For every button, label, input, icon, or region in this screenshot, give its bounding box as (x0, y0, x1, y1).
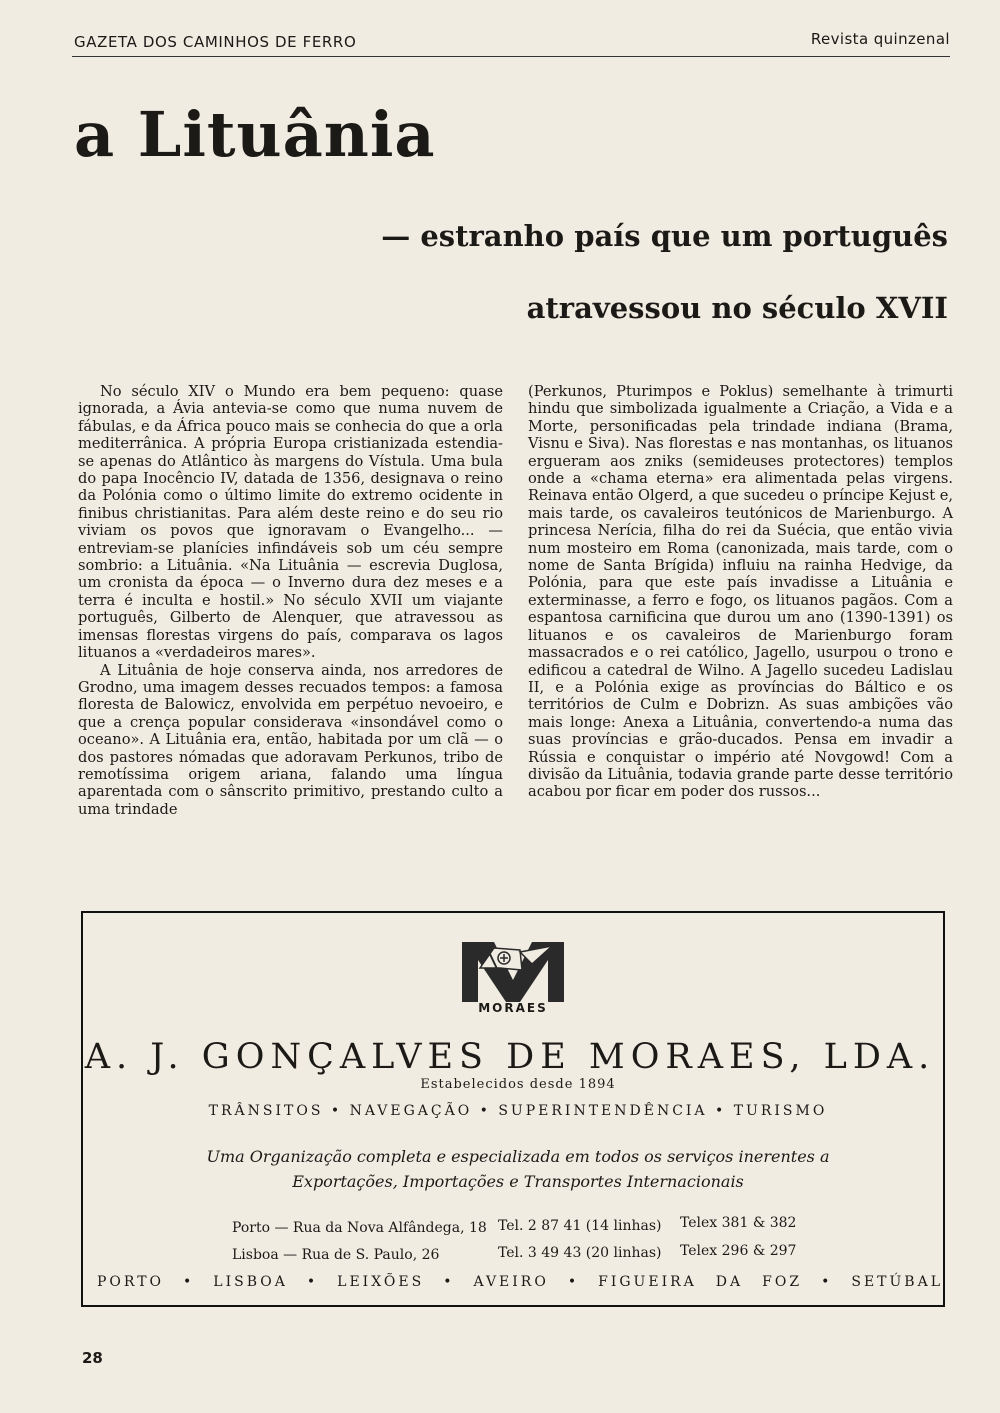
paragraph: A Lituânia de hoje conserva ainda, nos arredores de Grodno, uma imagem desses recuados tempos: a famosa floresta de Balowicz, envolvida em perpétuo nevoeiro, e que a crença popular considerava «insondável como o oceano». A Lituânia era, então, habitada por um clã — o dos pastores nómadas que adoravam Perkunos, tribo de remotíssima origem ariana, falando uma língua aparentada com o sânscrito primitivo, prestando culto a uma trindade (78, 661, 503, 818)
porto-telex: Telex 381 & 382 (680, 1215, 797, 1231)
lisboa-telex: Telex 296 & 297 (680, 1243, 797, 1259)
established-line: Estabelecidos desde 1894 (420, 1077, 616, 1092)
logo-label: MORAES (478, 1001, 548, 1015)
paragraph: No século XIV o Mundo era bem pequeno: quase ignorada, a Ávia antevia-se como que numa nuvem de fábulas, e da África pouco mais se conhecia do que a orla mediterrânica. A própria Europa cristianizada estendia-se apenas do Atlântico às margens do Vístula. Uma bula do papa Inocêncio IV, datada de 1356, designava o reino da Polónia como o último limite do extremo ocidente in finibus christianitas. Para além deste reino e do seu rio viviam os povos que ignoravam o Evangelho... — entreviam-se planícies infindáveis sob um céu sempre sombrio: a Lituânia. «Na Lituânia — escrevia Duglosa, um cronista da época — o Inverno dura dez meses e a terra é inculta e hostil.» No século XVII um viajante português, Gilberto de Alenquer, que atravessou as imensas florestas virgens do país, comparava os lagos lituanos a «verdadeiros mares». (78, 383, 503, 662)
page-header (72, 26, 950, 57)
article-subtitle-line2: atravessou no século XVII (526, 291, 948, 325)
lisboa-telephone: Tel. 3 49 43 (20 linhas) (498, 1245, 662, 1261)
article-column-2 (528, 383, 953, 801)
tagline-line2: Exportações, Importações e Transportes Internacionais (292, 1172, 744, 1191)
article-subtitle-line1: — estranho país que um português (381, 219, 948, 253)
cities-line: PORTO • LISBOA • LEIXÕES • AVEIRO • FIGUEIRA DA FOZ • SETÚBAL (97, 1274, 943, 1290)
company-name: A. J. GONÇALVES DE MORAES, LDA. (84, 1037, 936, 1077)
journal-name: GAZETA DOS CAMINHOS DE FERRO (74, 33, 357, 51)
lisboa-address: Lisboa — Rua de S. Paulo, 26 (232, 1247, 440, 1263)
porto-address: Porto — Rua da Nova Alfândega, 18 (232, 1220, 487, 1236)
page-number: 28 (82, 1349, 103, 1367)
article-title: a Lituânia (74, 98, 436, 171)
article-column-1 (78, 383, 503, 818)
porto-telephone: Tel. 2 87 41 (14 linhas) (498, 1218, 662, 1234)
paragraph: (Perkunos, Pturimpos e Poklus) semelhante à trimurti hindu que simbolizada igualmente a Criação, a Vida e a Morte, personificadas pela trindade indiana (Brama, Visnu e Siva). Nas florestas e nas montanhas, os lituanos ergueram aos zniks (semideuses protectores) templos onde a «chama eterna» era alimentada pelas virgens. Reinava então Olgerd, a que sucedeu o príncipe Kejust e, mais tarde, os cavaleiros teutónicos de Marienburgo. A princesa Nerícia, filha do rei da Suécia, que então vivia num mosteiro em Roma (canonizada, mais tarde, com o nome de Santa Brígida) influiu na rainha Hedvige, da Polónia, para que este país invadisse a Lituânia e exterminasse, a ferro e fogo, os lituanos pagãos. Com a espantosa carnificina que durou um ano (1390-1391) os lituanos e os cavaleiros de Marienburgo foram massacrados e o rei católico, Jagello, usurpou o trono e edificou a catedral de Wilno. A Jagello sucedeu Ladislau II, e a Polónia exige as províncias do Báltico e os territórios de Culm e Dobrizn. As suas ambições vão mais longe: Anexa a Lituânia, convertendo-a numa das suas províncias e grão-ducados. Pensa em invadir a Rússia e conquistar o império até Novgowd! Com a divisão da Lituânia, todavia grande parte desse território acabou por ficar em poder dos russos... (528, 383, 953, 801)
periodicity: Revista quinzenal (810, 30, 950, 48)
services-line: TRÂNSITOS • NAVEGAÇÃO • SUPERINTENDÊNCIA • TURISMO (208, 1103, 828, 1119)
tagline-line1: Uma Organização completa e especializada em todos os serviços inerentes a (206, 1147, 830, 1166)
